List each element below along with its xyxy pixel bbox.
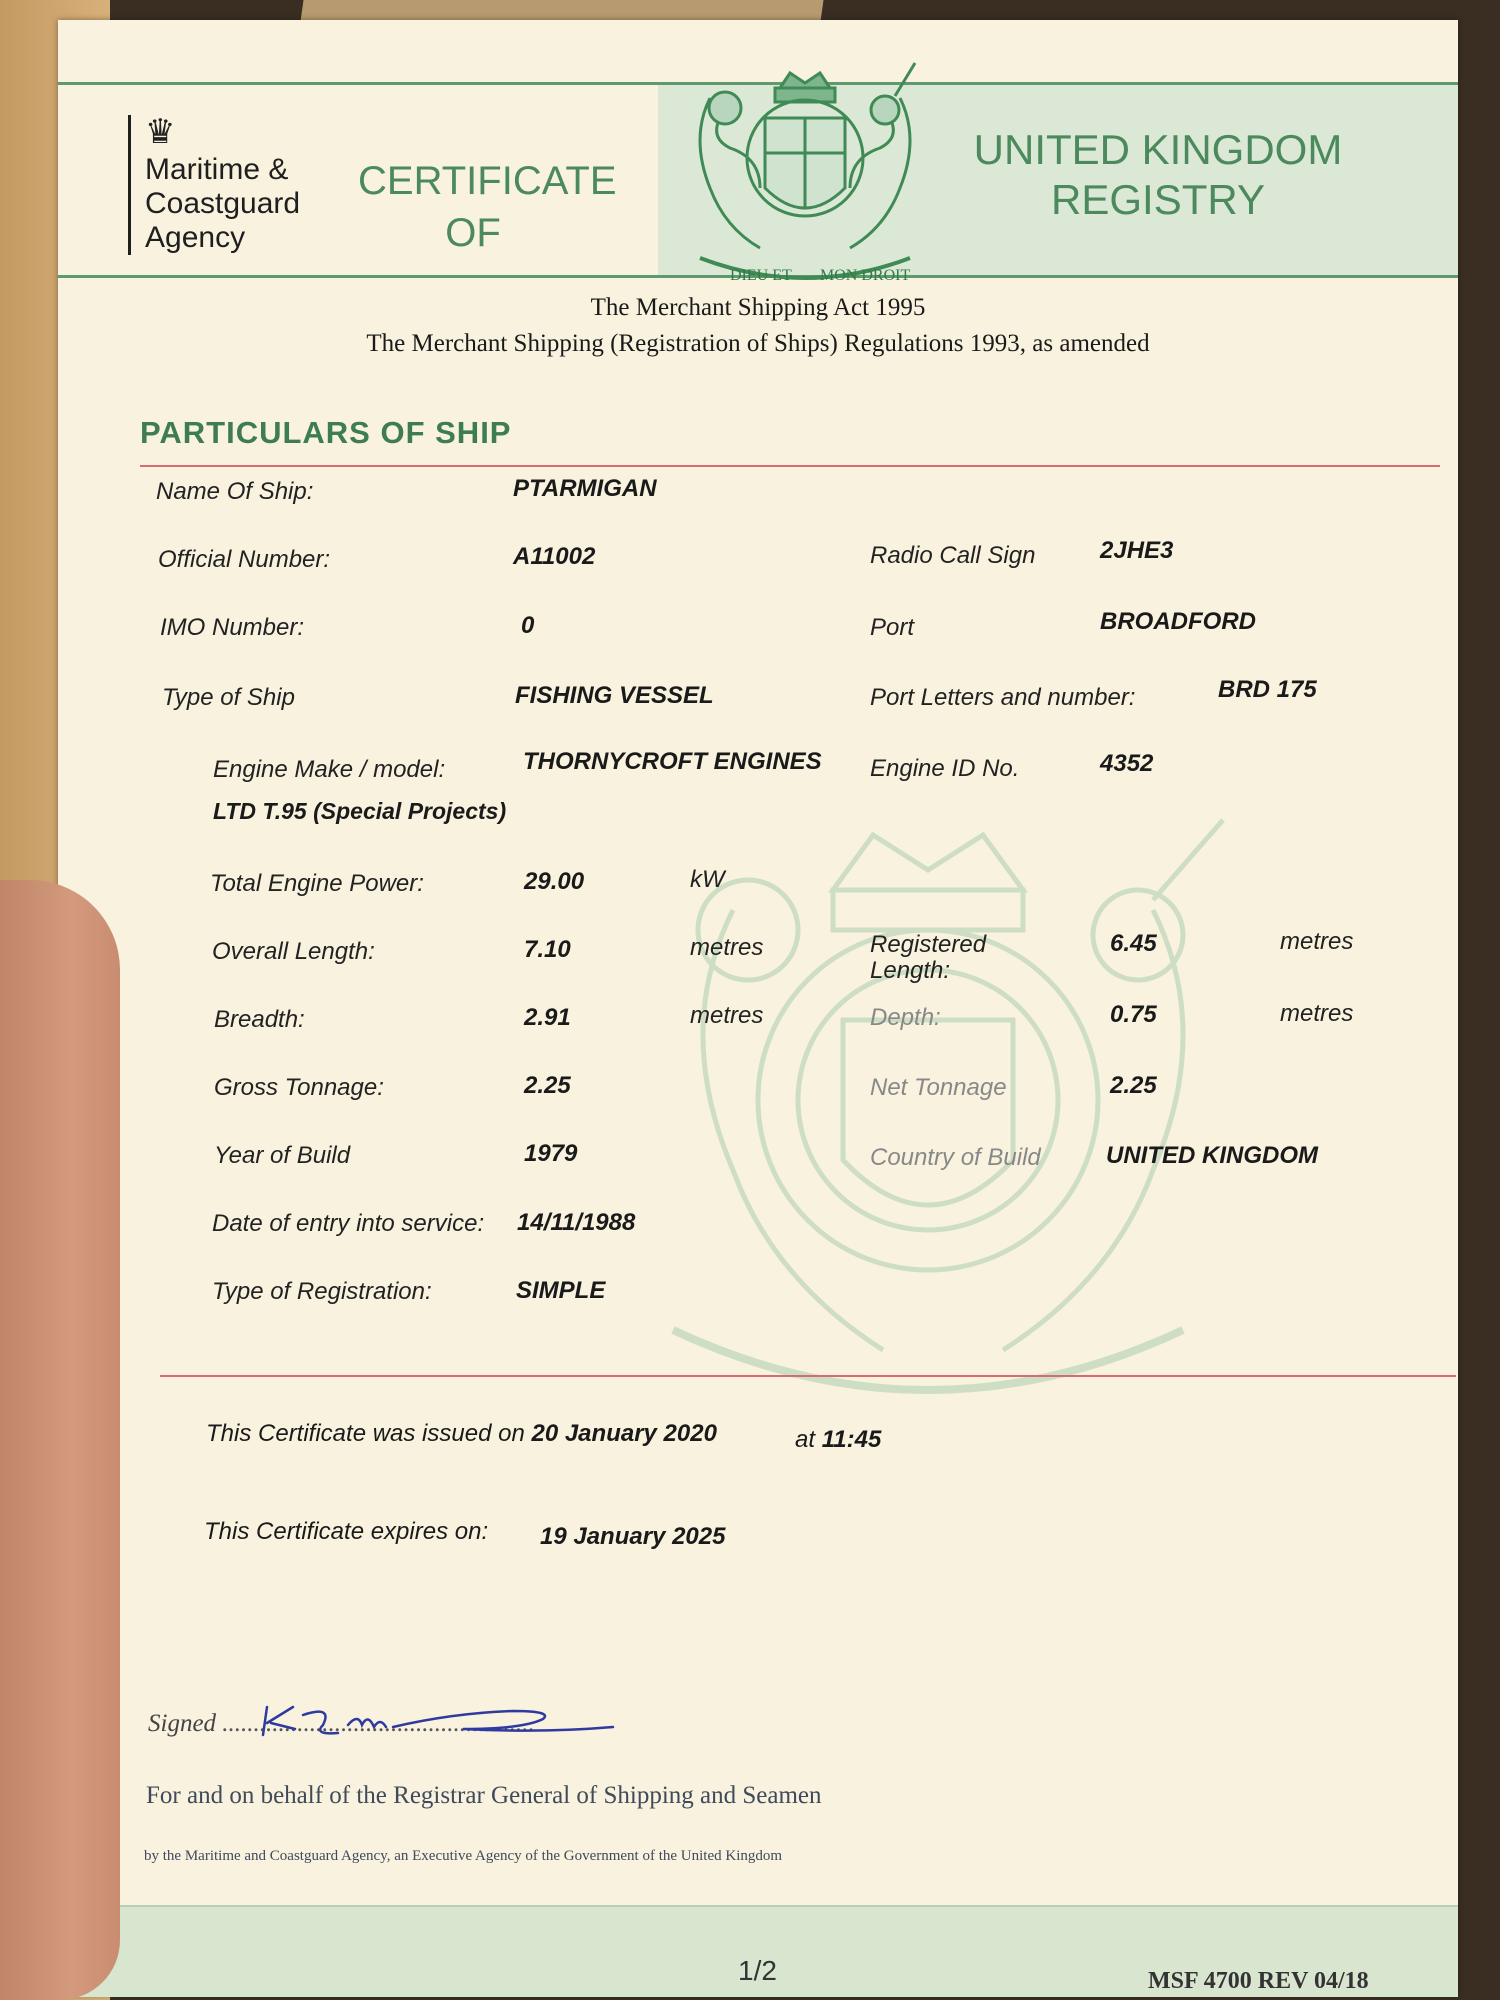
gross-tonnage-value: 2.25 xyxy=(524,1072,571,1099)
issued-date: 20 January 2020 xyxy=(531,1420,717,1447)
issued-text: This Certificate was issued on xyxy=(206,1420,525,1447)
royal-coat-of-arms-icon xyxy=(670,58,940,298)
overall-length-unit: metres xyxy=(690,934,764,961)
ship-name-value: PTARMIGAN xyxy=(513,475,657,502)
registry-title: UNITED KINGDOM REGISTRY xyxy=(973,126,1343,223)
issued-line xyxy=(206,1420,717,1448)
agency-logo xyxy=(128,115,345,255)
imo-number-label: IMO Number: xyxy=(160,614,305,641)
royal-crest-icon: ♛ xyxy=(145,113,176,151)
engine-power-label: Total Engine Power: xyxy=(210,870,424,897)
signed-line: Signed .................................................. xyxy=(148,1710,535,1737)
official-number-value: A11002 xyxy=(513,543,596,570)
depth-value: 0.75 xyxy=(1110,1001,1157,1028)
ship-type-value: FISHING VESSEL xyxy=(515,682,714,709)
issued-time-line xyxy=(795,1426,881,1454)
crest-motto-left: DIEU ET xyxy=(730,267,792,284)
country-of-build-value: UNITED KINGDOM xyxy=(1106,1142,1318,1169)
entry-into-service-value: 14/11/1988 xyxy=(517,1209,636,1236)
on-behalf-text: For and on behalf of the Registrar General of Shipping and Seamen xyxy=(146,1782,822,1809)
registration-type-value: SIMPLE xyxy=(516,1277,606,1304)
agency-by-line: by the Maritime and Coastguard Agency, an Executive Agency of the Government of the United Kingdom xyxy=(144,1848,783,1864)
certificate-page xyxy=(58,20,1458,1995)
breadth-value: 2.91 xyxy=(524,1004,571,1031)
agency-name: Maritime & Coastguard Agency xyxy=(145,153,301,254)
engine-make-value: THORNYCROFT ENGINES xyxy=(523,748,822,775)
registered-length-label: Registered Length: xyxy=(870,931,987,984)
depth-unit: metres xyxy=(1280,1000,1354,1027)
divider-top xyxy=(140,465,1440,467)
country-of-build-label: Country of Build xyxy=(870,1144,1041,1171)
issued-at-text: at xyxy=(795,1426,816,1453)
engine-id-value: 4352 xyxy=(1100,750,1154,777)
radio-call-sign-label: Radio Call Sign xyxy=(870,542,1036,569)
radio-call-sign-value: 2JHE3 xyxy=(1100,537,1174,564)
engine-power-unit: kW xyxy=(690,866,725,893)
year-of-build-label: Year of Build xyxy=(214,1142,351,1169)
engine-power-value: 29.00 xyxy=(524,868,585,895)
engine-model-value: LTD T.95 (Special Projects) xyxy=(213,798,507,824)
form-code: MSF 4700 REV 04/18 xyxy=(1148,1968,1369,1994)
certificate-title: CERTIFICATE OF xyxy=(358,159,617,255)
depth-label: Depth: xyxy=(870,1004,941,1031)
imo-number-value: 0 xyxy=(521,612,535,639)
watermark-coat-of-arms-icon xyxy=(633,810,1373,1430)
overall-length-label: Overall Length: xyxy=(212,938,375,965)
expires-text: This Certificate expires on: xyxy=(204,1518,489,1545)
act-line-2: The Merchant Shipping (Registration of Ships) Regulations 1993, as amended xyxy=(366,330,1150,357)
port-letters-label: Port Letters and number: xyxy=(870,684,1136,711)
registered-length-value: 6.45 xyxy=(1110,930,1157,957)
overall-length-value: 7.10 xyxy=(524,936,571,963)
year-of-build-value: 1979 xyxy=(524,1140,578,1167)
ship-type-label: Type of Ship xyxy=(162,684,295,711)
engine-make-label: Engine Make / model: xyxy=(213,756,446,783)
divider-bottom xyxy=(160,1375,1456,1377)
crest-motto-right: MON DROIT xyxy=(820,267,911,284)
engine-id-label: Engine ID No. xyxy=(870,755,1020,782)
page-number: 1/2 xyxy=(738,1955,777,1986)
entry-into-service-label: Date of entry into service: xyxy=(212,1210,485,1237)
official-number-label: Official Number: xyxy=(158,546,331,573)
port-value: BROADFORD xyxy=(1100,608,1256,635)
net-tonnage-value: 2.25 xyxy=(1110,1072,1157,1099)
registered-length-unit: metres xyxy=(1280,928,1354,955)
acts-block xyxy=(258,290,1258,362)
gross-tonnage-label: Gross Tonnage: xyxy=(214,1074,384,1101)
issued-time: 11:45 xyxy=(821,1426,882,1453)
holding-thumb xyxy=(0,880,120,2000)
port-letters-value: BRD 175 xyxy=(1218,676,1317,703)
registration-type-label: Type of Registration: xyxy=(212,1278,432,1305)
net-tonnage-label: Net Tonnage xyxy=(870,1074,1007,1101)
port-label: Port xyxy=(870,614,915,641)
breadth-unit: metres xyxy=(690,1002,764,1029)
breadth-label: Breadth: xyxy=(214,1006,305,1033)
signed-label: Signed xyxy=(148,1710,217,1737)
act-line-1: The Merchant Shipping Act 1995 xyxy=(590,294,926,321)
ship-name-label: Name Of Ship: xyxy=(156,478,314,505)
expires-date: 19 January 2025 xyxy=(540,1523,726,1550)
section-title: PARTICULARS OF SHIP xyxy=(140,415,512,450)
handwritten-signature xyxy=(253,1695,633,1745)
